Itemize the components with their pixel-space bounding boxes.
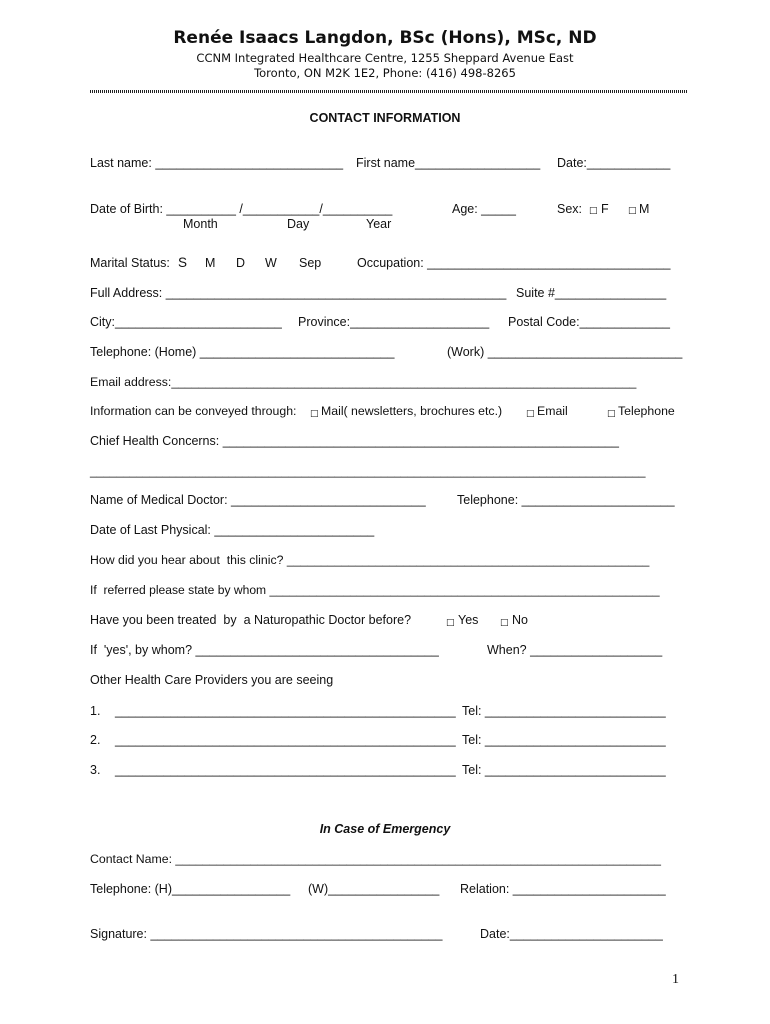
provider-number: 1. (90, 704, 101, 718)
email-address-field[interactable]: Email address:____________________________________________________________________ (90, 375, 637, 389)
naturopathic-question: Have you been treated by a Naturopathic Doctor before? (90, 613, 412, 627)
provider-tel-field[interactable]: Tel: __________________________ (462, 763, 666, 777)
emergency-section-title: In Case of Emergency (319, 822, 451, 836)
provider-name-field[interactable]: _________________________________________________ (115, 704, 456, 718)
telephone-work-field[interactable]: (Work) ____________________________ (447, 345, 683, 359)
no-label: No (512, 613, 528, 627)
yes-checkbox[interactable]: □ (446, 618, 455, 628)
medical-doctor-field[interactable]: Name of Medical Doctor: ____________________________ (90, 493, 426, 507)
last-name-field[interactable]: Last name: ___________________________ (90, 156, 344, 170)
marital-option-sep[interactable]: Sep (299, 256, 322, 270)
no-checkbox[interactable]: □ (500, 618, 509, 628)
chief-health-concerns-field[interactable]: Chief Health Concerns: _________________________________________________________ (90, 434, 619, 448)
sex-f-checkbox[interactable]: □ (589, 206, 598, 216)
clinic-address-line: CCNM Integrated Healthcare Centre, 1255 Sheppard Avenue East (196, 51, 574, 65)
sex-f-label: F (601, 202, 609, 216)
page-number: 1 (672, 972, 679, 987)
practitioner-name: Renée Isaacs Langdon, BSc (Hons), MSc, ND (173, 28, 597, 48)
mail-option-label: Mail( newsletters, brochures etc.) (321, 404, 503, 418)
emergency-contact-name-field[interactable]: Contact Name: _______________________________________________________________________ (90, 852, 661, 866)
marital-option-s[interactable]: S (178, 255, 188, 270)
yes-label: Yes (458, 613, 479, 627)
email-option-label: Email (537, 404, 568, 418)
provider-tel-field[interactable]: Tel: __________________________ (462, 704, 666, 718)
info-conveyed-label: Information can be conveyed through: (90, 404, 297, 418)
occupation-field[interactable]: Occupation: ___________________________________ (357, 256, 671, 270)
emergency-relation-field[interactable]: Relation: ______________________ (460, 882, 666, 896)
other-providers-label: Other Health Care Providers you are seeing (90, 673, 334, 687)
last-physical-field[interactable]: Date of Last Physical: _______________________ (90, 523, 375, 537)
emergency-telephone-home-field[interactable]: Telephone: (H)_________________ (90, 882, 291, 896)
province-field[interactable]: Province:____________________ (298, 315, 490, 329)
section-title: CONTACT INFORMATION (309, 111, 461, 125)
dob-year-label: Year (366, 217, 392, 231)
provider-name-field[interactable]: _________________________________________________ (115, 733, 456, 747)
provider-tel-field[interactable]: Tel: __________________________ (462, 733, 666, 747)
if-yes-by-whom-field[interactable]: If 'yes', by whom? ___________________________________ (90, 643, 439, 657)
marital-option-d[interactable]: D (236, 256, 246, 270)
provider-name-field[interactable]: _________________________________________________ (115, 763, 456, 777)
marital-option-m[interactable]: M (205, 256, 216, 270)
chief-health-concerns-line-2[interactable]: ____________________________________________________________________________________ (90, 464, 646, 478)
date-of-birth-field[interactable]: Date of Birth: __________ /___________/__________ (90, 202, 393, 216)
full-address-field[interactable]: Full Address: _________________________________________________ (90, 286, 507, 300)
clinic-city-phone-line: Toronto, ON M2K 1E2, Phone: (416) 498-8265 (254, 66, 516, 80)
email-checkbox[interactable]: □ (526, 409, 535, 419)
first-name-field[interactable]: First name__________________ (356, 156, 541, 170)
age-field[interactable]: Age: _____ (452, 202, 516, 216)
referred-by-field[interactable]: If referred please state by whom __________________________________________________________ (90, 583, 660, 597)
sex-m-label: M (639, 202, 650, 216)
emergency-telephone-work-field[interactable]: (W)________________ (308, 882, 440, 896)
sex-label: Sex: (557, 202, 583, 216)
sex-m-checkbox[interactable]: □ (628, 206, 637, 216)
dob-month-label: Month (183, 217, 218, 231)
suite-field[interactable]: Suite #________________ (516, 286, 667, 300)
header-divider (90, 90, 687, 93)
dob-day-label: Day (287, 217, 310, 231)
provider-number: 2. (90, 733, 101, 747)
provider-number: 3. (90, 763, 101, 777)
how-did-you-hear-field[interactable]: How did you hear about this clinic? _____________________________________________________ (90, 553, 650, 567)
telephone-checkbox[interactable]: □ (607, 409, 616, 419)
city-field[interactable]: City:________________________ (90, 315, 282, 329)
when-field[interactable]: When? ___________________ (487, 643, 663, 657)
mail-checkbox[interactable]: □ (310, 409, 319, 419)
telephone-option-label: Telephone (618, 404, 675, 418)
medical-doctor-telephone-field[interactable]: Telephone: ______________________ (457, 493, 675, 507)
telephone-home-field[interactable]: Telephone: (Home) ____________________________ (90, 345, 395, 359)
date-field[interactable]: Date:____________ (557, 156, 671, 170)
signature-date-field[interactable]: Date:______________________ (480, 927, 663, 941)
marital-option-w[interactable]: W (265, 256, 277, 270)
postal-code-field[interactable]: Postal Code:_____________ (508, 315, 670, 329)
marital-status-label: Marital Status: (90, 256, 170, 270)
signature-field[interactable]: Signature: __________________________________________ (90, 927, 443, 941)
